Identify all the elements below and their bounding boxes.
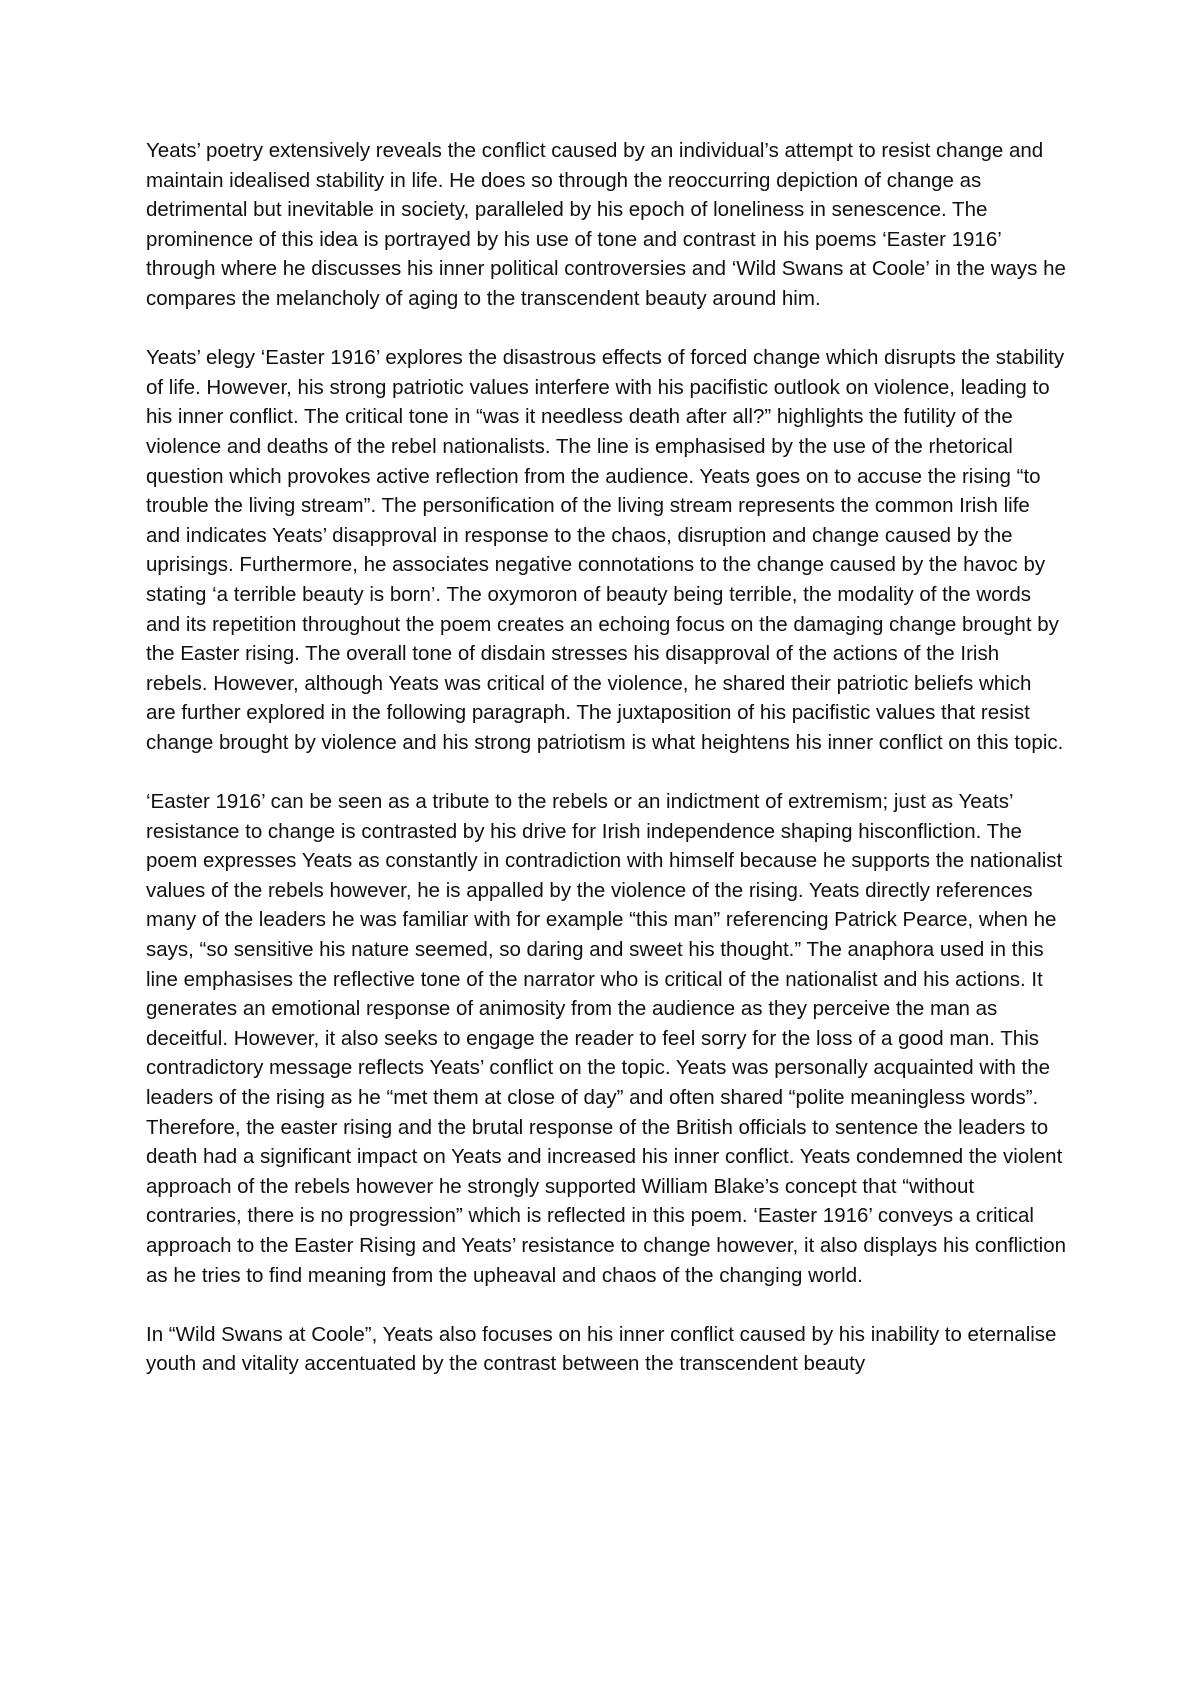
paragraph-wild-swans: In “Wild Swans at Coole”, Yeats also focuses on his inner conflict caused by his inability to eternalise youth and vitality accentuated by the contrast between the transcendent beauty — [146, 1322, 1057, 1376]
paragraph-easter-1916-change: Yeats’ elegy ‘Easter 1916’ explores the disastrous effects of forced change which disrupts the stability of life. However, his strong patriotic values interfere with his pacifistic outlook on violence, leading to his inner conflict. The critical tone in “was it needless death after all?” highlights the futility of the violence and deaths of the rebel nationalists. The line is emphasised by the use of the rhetorical question which provokes active reflection from the audience. Yeats goes on to accuse the rising “to trouble the living stream”. The personification of the living stream represents the common Irish life and indicates Yeats’ disapproval in response to the chaos, disruption and change caused by the uprisings. Furthermore, he associates negative connotations to the change caused by the havoc by stating ‘a terrible beauty is born’. The oxymoron of beauty being terrible, the modality of the words and its repetition throughout the poem creates an echoing focus on the damaging change brought by the Easter rising. The overall tone of disdain stresses his disapproval of the actions of the Irish rebels. However, although Yeats was critical of the violence, he shared their patriotic beliefs which are further explored in the following paragraph. The juxtaposition of his pacifistic values that resist change brought by violence and his strong patriotism is what heightens his inner conflict on this topic. — [146, 346, 1065, 754]
paragraph-easter-1916-confliction: ‘Easter 1916’ can be seen as a tribute to the rebels or an indictment of extremism; just as Yeats’ resistance to change is contrasted by his drive for Irish independence shaping hisconfliction. The poem expresses Yeats as constantly in contradiction with himself because he supports the nationalist values of the rebels however, he is appalled by the violence of the rising. Yeats directly references many of the leaders he was familiar with for example “this man” referencing Patrick Pearce, when he says, “so sensitive his nature seemed, so daring and sweet his thought.” The anaphora used in this line emphasises the reflective tone of the narrator who is critical of the nationalist and his actions. It generates an emotional response of animosity from the audience as they perceive the man as deceitful. However, it also seeks to engage the reader to feel sorry for the loss of a good man. This contradictory message reflects Yeats’ conflict on the topic. Yeats was personally acquainted with the leaders of the rising as he “met them at close of day” and often shared “polite meaningless words”. Therefore, the easter rising and the brutal response of the British officials to sentence the leaders to death had a significant impact on Yeats and increased his inner conflict. Yeats condemned the violent approach of the rebels however he strongly supported William Blake’s concept that “without contraries, there is no progression” which is reflected in this poem. ‘Easter 1916’ conveys a critical approach to the Easter Rising and Yeats’ resistance to change however, it also displays his confliction as he tries to find meaning from the upheaval and chaos of the changing world. — [146, 790, 1067, 1287]
document-page — [146, 136, 1066, 1379]
paragraph-introduction: Yeats’ poetry extensively reveals the conflict caused by an individual’s attempt to resist change and maintain idealised stability in life. He does so through the reoccurring depiction of change as detrimental but inevitable in society, paralleled by his epoch of loneliness in senescence. The prominence of this idea is portrayed by his use of tone and contrast in his poems ‘Easter 1916’ through where he discusses his inner political controversies and ‘Wild Swans at Coole’ in the ways he compares the melancholy of aging to the transcendent beauty around him. — [146, 139, 1066, 310]
